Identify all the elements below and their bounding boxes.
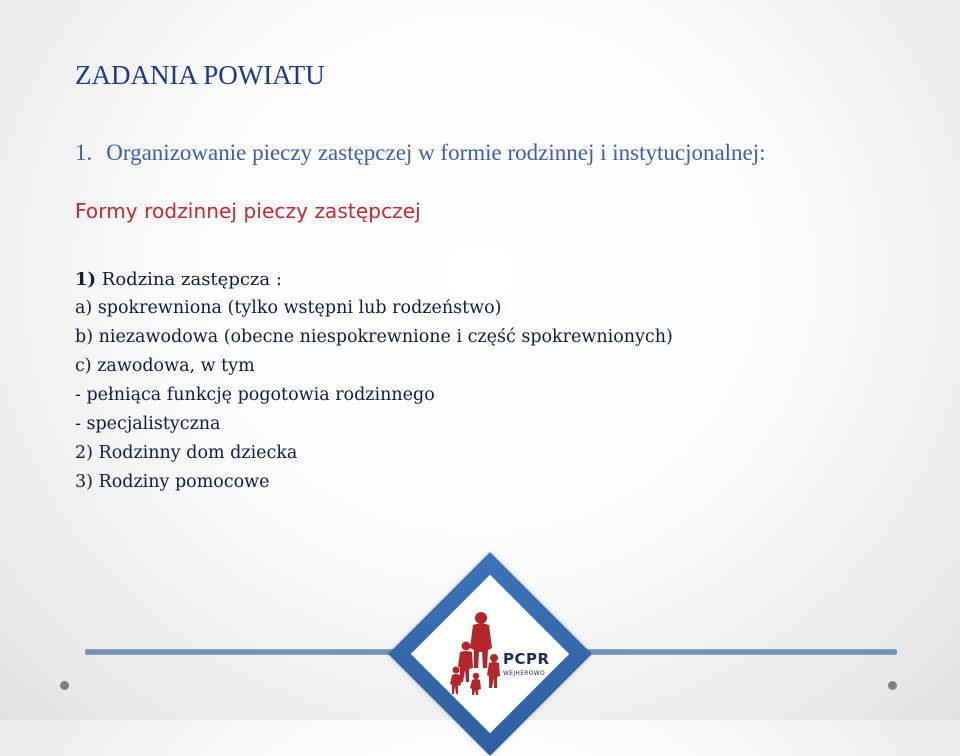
task-number: 1. <box>75 140 93 165</box>
logo-subtitle: WEJHEROWO <box>503 670 546 677</box>
list-item: c) zawodowa, w tym <box>75 356 255 376</box>
list-item: b) niezawodowa (obecne niespokrewnione i część spokrewnionych) <box>75 327 673 347</box>
list-item: - pełniąca funkcję pogotowia rodzinnego <box>75 385 435 405</box>
list-item: 3) Rodziny pomocowe <box>75 472 270 492</box>
list-item-foster-family <box>75 265 673 294</box>
foster-care-forms-list <box>75 265 673 497</box>
footer-dot-right <box>888 681 897 690</box>
task-item-1 <box>75 140 766 166</box>
footer-dot-left <box>60 681 69 690</box>
list-item: - specjalistyczna <box>75 414 221 434</box>
list-item: 2) Rodzinny dom dziecka <box>75 443 298 463</box>
family-figures-icon <box>448 606 510 696</box>
slide-title: ZADANIA POWIATU <box>75 60 325 90</box>
logo-name: PCPR <box>503 650 550 668</box>
list-item: a) spokrewniona (tylko wstępni lub rodzeństwo) <box>75 298 502 318</box>
section-heading: Formy rodzinnej pieczy zastępczej <box>75 199 421 223</box>
footer-line-left <box>85 649 435 655</box>
list-number: 1) <box>75 269 97 290</box>
list-item-text: Rodzina zastępcza : <box>101 269 282 290</box>
task-text: Organizowanie pieczy zastępczej w formie rodzinnej i instytucjonalnej: <box>106 140 766 165</box>
